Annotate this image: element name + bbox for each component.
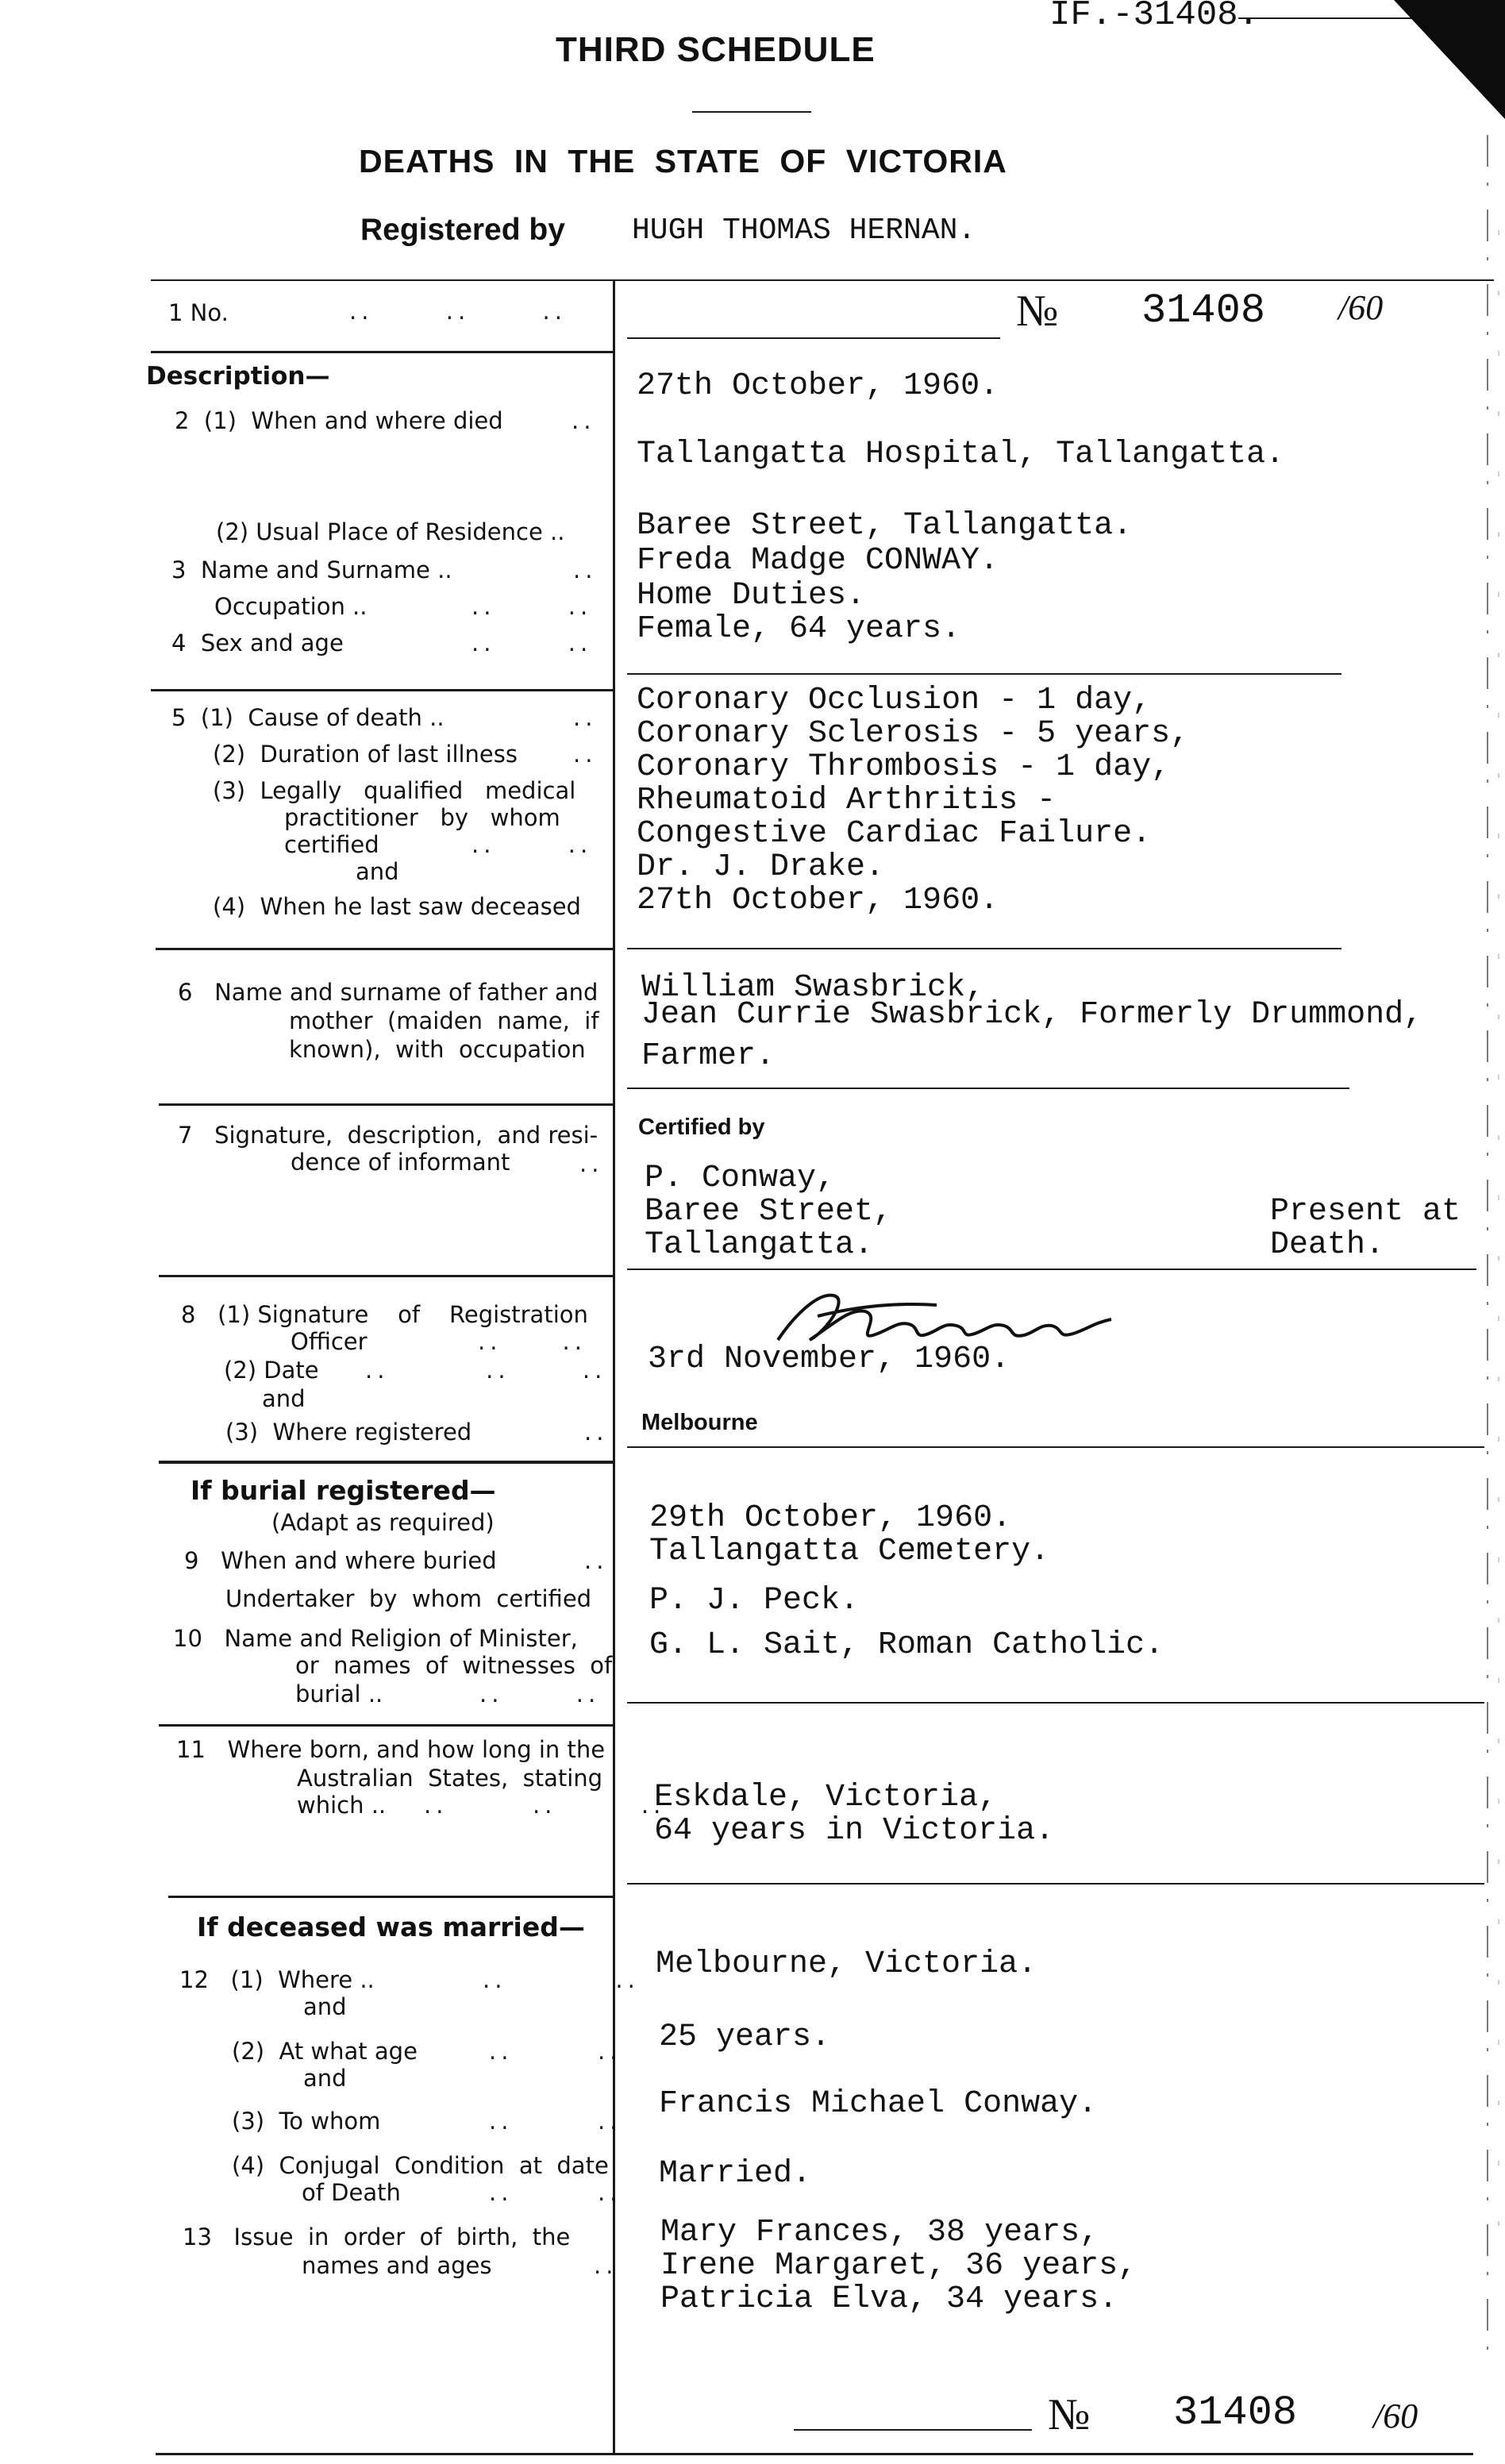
form-title: DEATHS IN THE STATE OF VICTORIA xyxy=(359,143,1007,179)
label-registrar-signature-a: 8 (1) Signature of Registration xyxy=(181,1301,588,1328)
value-parent-occupation: Farmer. xyxy=(641,1038,776,1074)
certified-by-label: Certified by xyxy=(638,1115,765,1140)
footer-registration-number: 31408 xyxy=(1173,2389,1298,2436)
leader-dots: .. .. .. xyxy=(424,1792,666,1819)
value-death-place: Tallangatta Hospital, Tallangatta. xyxy=(637,437,1285,472)
value-cause-3: Coronary Thrombosis - 1 day, xyxy=(637,749,1171,785)
rule-after-6-right xyxy=(627,1088,1349,1089)
value-informant-desc-1: Present at xyxy=(1270,1194,1461,1230)
leader-dots: .. .. xyxy=(472,593,593,620)
leader-dots: .. xyxy=(584,1547,609,1574)
label-name-surname: 3 Name and Surname .. xyxy=(171,556,452,583)
rule-after-no xyxy=(151,351,613,353)
rule-after-7 xyxy=(159,1275,613,1277)
value-cause-2: Coronary Sclerosis - 5 years, xyxy=(637,716,1190,752)
label-practitioner-b: practitioner by whom xyxy=(284,804,560,831)
label-parents-b: mother (maiden name, if xyxy=(289,1007,599,1034)
value-cause-4: Rheumatoid Arthritis - xyxy=(637,783,1057,818)
label-and: and xyxy=(303,2065,347,2092)
title-underline xyxy=(692,111,811,113)
married-heading: If deceased was married— xyxy=(197,1912,585,1942)
rule-after-8-right xyxy=(627,1446,1484,1448)
file-reference: IF.-31408. xyxy=(1049,0,1260,35)
value-years-in-state: 64 years in Victoria. xyxy=(654,1813,1055,1849)
rule-after-4-right xyxy=(627,673,1341,675)
label-last-saw: (4) When he last saw deceased xyxy=(213,893,581,920)
label-minister-c: burial .. xyxy=(295,1681,383,1707)
value-cause-5: Congestive Cardiac Failure. xyxy=(637,816,1152,852)
footer-year-suffix: /60 xyxy=(1373,2397,1418,2435)
number-symbol: № xyxy=(1016,287,1059,336)
label-issue-a: 13 Issue in order of birth, the xyxy=(183,2223,571,2250)
value-residence: Baree Street, Tallangatta. xyxy=(637,508,1133,544)
rule-after-11-right xyxy=(627,1883,1484,1885)
label-practitioner-a: (3) Legally qualified medical xyxy=(213,777,576,804)
burial-heading: If burial registered— xyxy=(191,1475,496,1506)
top-rule xyxy=(151,279,1494,281)
value-registration-date: 3rd November, 1960. xyxy=(648,1342,1010,1377)
label-conjugal-b: of Death xyxy=(302,2179,401,2206)
label-conjugal-a: (4) Conjugal Condition at date xyxy=(232,2152,609,2179)
leader-dots: .. .. xyxy=(472,831,593,858)
value-informant-2: Baree Street, xyxy=(645,1194,893,1230)
description-heading: Description— xyxy=(146,362,330,391)
leader-dots: .. xyxy=(573,741,598,768)
schedule-title: THIRD SCHEDULE xyxy=(556,30,876,69)
bottom-rule xyxy=(156,2453,1473,2455)
leader-dots: .. .. xyxy=(489,2179,622,2206)
leader-dots: .. .. xyxy=(478,1328,587,1355)
leader-dots: .. .. xyxy=(483,1966,640,1993)
value-cause-1: Coronary Occlusion - 1 day, xyxy=(637,683,1152,718)
label-occupation: Occupation .. xyxy=(214,593,368,620)
label-where-registered: (3) Where registered xyxy=(225,1419,472,1446)
value-registration-place: Melbourne xyxy=(641,1410,758,1435)
label-informant-a: 7 Signature, description, and resi- xyxy=(178,1122,599,1149)
value-father: William Swasbrick, xyxy=(641,970,985,1006)
rule-after-6 xyxy=(159,1103,613,1106)
footer-underline-left xyxy=(794,2429,1032,2431)
label-registrar-signature-b: Officer xyxy=(291,1328,368,1355)
burial-subheading: (Adapt as required) xyxy=(271,1509,495,1536)
value-informant-3: Tallangatta. xyxy=(645,1227,874,1263)
leader-dots: .. .. xyxy=(472,629,593,656)
leader-dots: .. xyxy=(573,556,598,583)
label-cause-of-death: 5 (1) Cause of death .. xyxy=(171,704,445,731)
label-usual-residence: (2) Usual Place of Residence .. xyxy=(216,518,565,545)
registration-year-suffix: /60 xyxy=(1338,288,1384,327)
leader-dots: .. xyxy=(584,1419,609,1446)
label-informant-b: dence of informant xyxy=(291,1149,510,1176)
rule-after-10-right xyxy=(627,1702,1484,1704)
label-duration-illness: (2) Duration of last illness xyxy=(213,741,518,768)
rule-after-8 xyxy=(159,1461,613,1464)
value-sex-age: Female, 64 years. xyxy=(637,611,961,647)
label-parents-c: known), with occupation xyxy=(289,1036,586,1063)
value-marriage-age: 25 years. xyxy=(659,2019,831,2055)
rule-after-11 xyxy=(168,1896,613,1898)
value-death-date: 27th October, 1960. xyxy=(637,368,999,404)
value-issue-3: Patricia Elva, 34 years. xyxy=(660,2281,1118,2317)
leader-dots: .. .. xyxy=(479,1681,601,1707)
label-minister-b: or names of witnesses of xyxy=(295,1652,613,1679)
registration-number: 31408 xyxy=(1141,287,1266,334)
value-spouse: Francis Michael Conway. xyxy=(659,2086,1098,2122)
value-occupation: Home Duties. xyxy=(637,578,866,614)
rule-after-7-right xyxy=(627,1269,1476,1270)
value-issue-2: Irene Margaret, 36 years, xyxy=(660,2248,1137,2284)
value-name: Freda Madge CONWAY. xyxy=(637,543,999,579)
label-minister-a: 10 Name and Religion of Minister, xyxy=(173,1625,578,1652)
value-practitioner: Dr. J. Drake. xyxy=(637,849,885,885)
label-no: 1 No. xyxy=(168,299,229,326)
leader-dots: .. xyxy=(572,407,596,434)
value-burial-date: 29th October, 1960. xyxy=(649,1500,1012,1536)
value-issue-1: Mary Frances, 38 years, xyxy=(660,2215,1099,2250)
label-spouse: (3) To whom xyxy=(232,2108,381,2135)
number-underline xyxy=(627,337,1000,339)
label-undertaker: Undertaker by whom certified xyxy=(225,1585,592,1612)
label-birthplace-c: which .. xyxy=(297,1792,387,1819)
rule-after-10 xyxy=(159,1724,613,1727)
rule-after-5-right xyxy=(627,948,1341,949)
rule-after-4 xyxy=(151,689,613,691)
label-date: (2) Date xyxy=(224,1357,319,1384)
label-issue-b: names and ages xyxy=(302,2252,492,2279)
registered-by-label: Registered by xyxy=(360,213,565,247)
label-parents-a: 6 Name and surname of father and xyxy=(178,979,599,1006)
label-sex-age: 4 Sex and age xyxy=(171,629,344,656)
leader-dots: .. .. xyxy=(489,2108,622,2135)
registrar-name: HUGH THOMAS HERNAN. xyxy=(632,214,976,248)
label-birthplace-a: 11 Where born, and how long in the xyxy=(176,1736,606,1763)
value-last-seen: 27th October, 1960. xyxy=(637,883,999,918)
leader-dots: .. xyxy=(579,1150,604,1177)
value-marriage-place: Melbourne, Victoria. xyxy=(656,1946,1037,1982)
value-informant-1: P. Conway, xyxy=(645,1161,836,1196)
label-when-where-died: 2 (1) When and where died xyxy=(175,407,503,434)
label-birthplace-b: Australian States, stating xyxy=(297,1765,603,1792)
value-burial-place: Tallangatta Cemetery. xyxy=(649,1534,1050,1569)
value-conjugal-condition: Married. xyxy=(659,2156,812,2192)
label-and: and xyxy=(303,1993,347,2020)
folded-corner-shadow xyxy=(1362,0,1505,119)
label-practitioner-c: certified xyxy=(284,831,379,858)
value-undertaker: P. J. Peck. xyxy=(649,1583,860,1619)
value-mother: Jean Currie Swasbrick, Formerly Drummond, xyxy=(641,997,1423,1033)
page-edge-marks xyxy=(1453,135,1505,2437)
label-marriage-where: 12 (1) Where .. xyxy=(179,1966,375,1993)
leader-dots: .. .. .. xyxy=(349,298,567,325)
leader-dots: .. xyxy=(594,2252,618,2279)
value-informant-desc-2: Death. xyxy=(1270,1227,1385,1263)
leader-dots: .. .. xyxy=(489,2038,622,2065)
footer-number-symbol: № xyxy=(1048,2390,1091,2439)
value-birthplace: Eskdale, Victoria, xyxy=(654,1780,998,1815)
rule-after-5 xyxy=(156,948,613,950)
leader-dots: .. xyxy=(573,704,598,731)
label-and: and xyxy=(356,858,399,885)
label-marriage-age: (2) At what age xyxy=(232,2038,418,2065)
leader-dots: .. .. .. xyxy=(365,1357,607,1384)
value-minister: G. L. Sait, Roman Catholic. xyxy=(649,1627,1164,1663)
label-and: and xyxy=(262,1385,306,1412)
label-when-where-buried: 9 When and where buried xyxy=(184,1547,497,1574)
